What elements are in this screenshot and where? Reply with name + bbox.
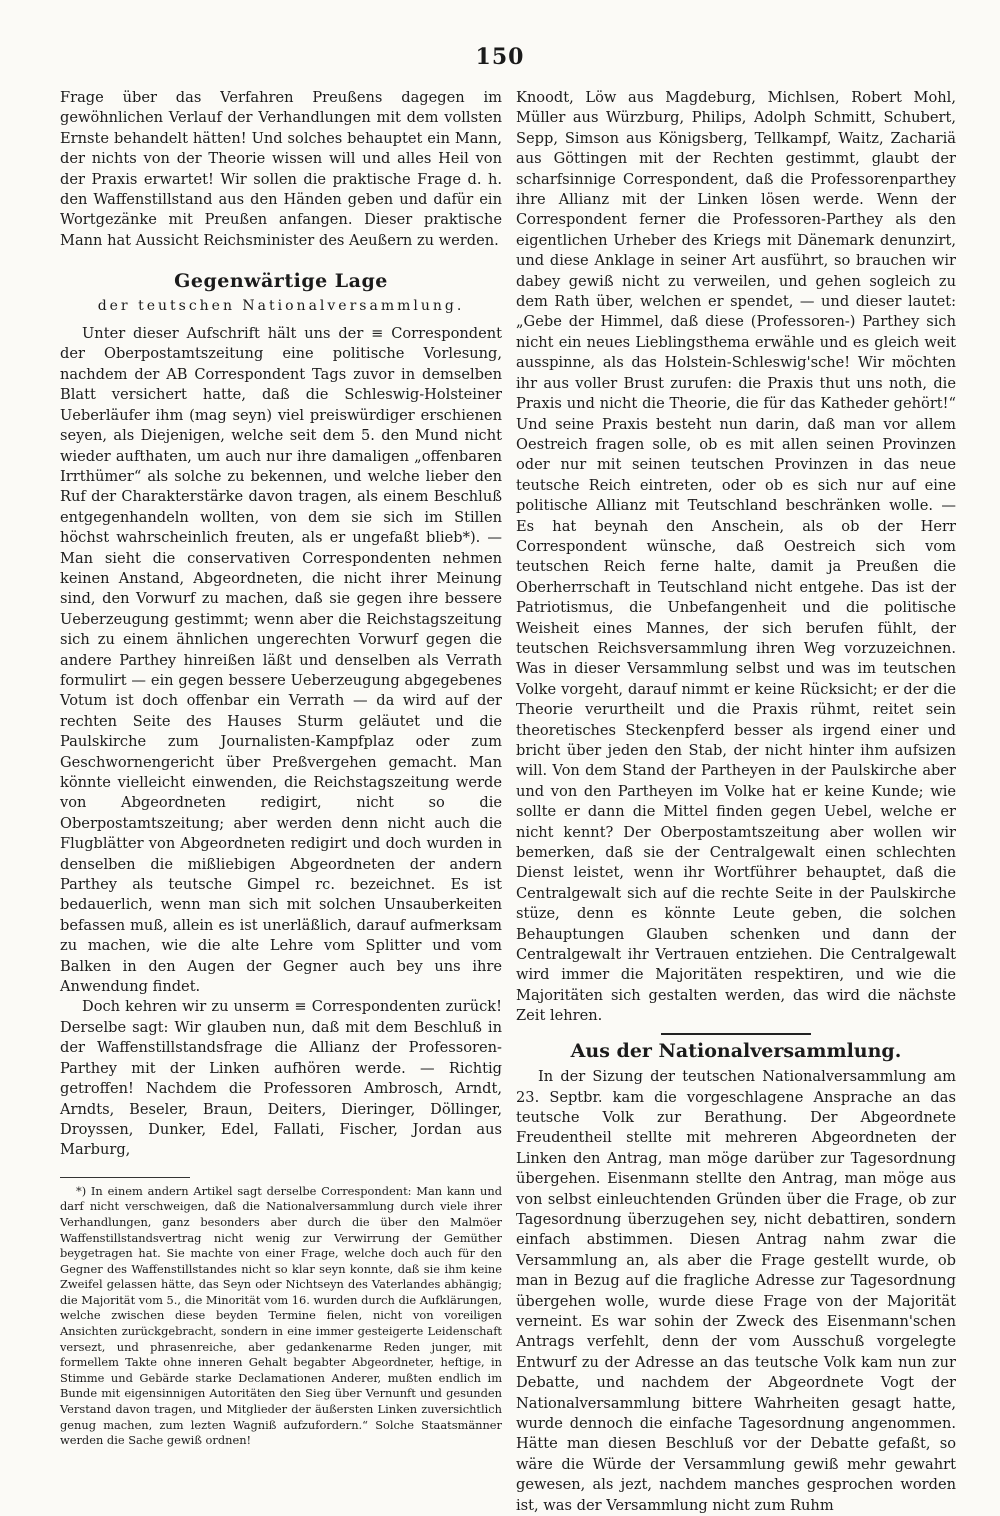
right-paragraph-1: Knoodt, Löw aus Magdeburg, Michlsen, Robert Mohl, Müller aus Würzburg, Philips, Adolph Schmitt, Schubert, Sepp, Simson aus Königsberg, Tellkampf, Waitz, Zachariä aus Göttingen mit der Rechten gestimmt, glaubt der scharfsinnige Correspondent, daß die Professorenparthey ihre Allianz mit der Linken lösen werde. Wenn der Correspondent ferner die Professoren-Parthey als den eigentlichen Urheber des Kriegs mit Dänemark denunzirt, und diese Anklage in seiner Art ausführt, so brauchen wir dabey gewiß nicht zu verweilen, und gehen sogleich zu dem Rath über, welchen er spendet, — und dieser lautet: „Gebe der Himmel, daß diese (Professoren-) Parthey sich nicht ein neues Lieblingsthema erwähle und es gleich weit ausspinne, als das Holstein-Schleswig'sche! Wir möchten ihr aus voller Brust zurufen: die Praxis thut uns noth, die Praxis und nicht die Theorie, die für das Katheder gehört!“ Und seine Praxis besteht nun darin, daß man vor allem Oestreich fragen solle, ob es mit allen seinen Provinzen oder nur mit seinen teutschen Provinzen in das neue teutsche Reich eintreten, oder ob es sich nur auf eine politische Allianz mit Teutschland beschränken wolle. — Es hat beynah den Anschein, als ob der Herr Correspondent wünsche, daß Oestreich sich vom teutschen Reich ferne halte, damit ja Preußen die Oberherrschaft in Teutschland nicht entgehe. Das ist der Patriotismus, die Unbefangenheit und die politische Weisheit eines Mannes, der sich berufen fühlt, der teutschen Reichsversammlung ihren Weg vorzuzeichnen. Was in dieser Versammlung selbst und was im teutschen Volke vorgeht, darauf nimmt er keine Rücksicht; er der die Theorie verurtheilt und die Praxis rühmt, reitet sein theoretisches Steckenpferd besser als irgend einer und bricht über jeden den Stab, der nicht hinter ihm aufsizen will. Von dem Stand der Partheyen in der Paulskirche aber und von den Partheyen im Volke hat er keine Kunde; wie sollte er dann die Mittel finden gegen Uebel, welche er nicht kennt? Der Oberpostamtszeitung aber wollen wir bemerken, daß sie der Centralgewalt einen schlechten Dienst leistet, wenn ihr Wortführer behauptet, daß die Centralgewalt sich auf die rechte Seite in der Paulskirche stüze, denn es könnte Leute geben, die solchen Behauptungen Glauben schenken und dann der Centralgewalt ihr Vertrauen entziehen. Die Centralgewalt wird immer die Majoritäten respektiren, und wie die Majoritäten sich gestalten werden, das wird die nächste Zeit lehren. xyxy=(516,89,956,1025)
right-paragraph-2: In der Sizung der teutschen Nationalversammlung am 23. Septbr. kam die vorgeschlagene Ansprache an das teutsche Volk zur Berathung. Der Abgeordnete Freudentheil stellte mit mehreren Abgeordneten der Linken den Antrag, man möge darüber zur Tagesordnung übergehen. Eisenmann stellte den Antrag, man möge aus von selbst einleuchtenden Gründen über die Frage, ob zur Tagesordnung überzugehen sey, nicht debattiren, sondern einfach abstimmen. Diesen Antrag nahm zwar die Versammlung an, als aber die Frage gestellt wurde, ob man in Bezug auf die fragliche Adresse zur Tagesordnung übergehen wolle, wurde diese Frage von der Majorität verneint. Es war sohin der Zweck des Eisenmann'schen Antrags verfehlt, denn der vom Ausschuß vorgelegte Entwurf zu der Adresse an das teutsche Volk kam nun zur Debatte, und nachdem der Abgeordnete Vogt der Nationalversammlung bittere Wahrheiten gesagt hatte, wurde dennoch die einfache Tagesordnung angenommen. Hätte man diesen Beschluß vor der Debatte gefaßt, so wäre die Würde der Versammlung gewiß mehr gewahrt gewesen, als jezt, nachdem manches gesprochen worden ist, was der Versammlung nicht zum Ruhm xyxy=(516,1068,956,1514)
left-paragraph-2: Unter dieser Aufschrift hält uns der ≡ Correspondent der Oberpostamtszeitung eine politische Vorlesung, nachdem der AB Correspondent Tags zuvor in demselben Blatt versichert hatte, daß die Schleswig-Holsteiner Ueberläufer ihm (mag seyn) viel preiswürdiger erschienen seyen, als Diejenigen, welche seit dem 5. den Mund nicht wieder aufthaten, um auch nur ihre damaligen „offenbaren Irrthümer“ als solche zu bekennen, und welche lieber den Ruf der Charakterstärke davon tragen, als einem Beschluß entgegenhandeln wollten, von dem sie sich im Stillen höchst wahrscheinlich freuten, als er ungefaßt blieb*). — Man sieht die conservativen Correspondenten nehmen keinen Anstand, Abgeordneten, die nicht ihrer Meinung sind, den Vorwurf zu machen, daß sie gegen ihre bessere Ueberzeugung gestimmt; wenn aber die Reichstagszeitung sich zu einem ähnlichen ungerechten Vorwurf gegen die andere Parthey hinreißen läßt und denselben als Verrath formulirt — ein gegen bessere Ueberzeugung abgegebenes Votum ist doch offenbar ein Verrath — da wird auf der rechten Seite des Hauses Sturm geläutet und die Paulskirche zum Journalisten-Kampfplaz oder zum Geschwornengericht über Preßvergehen gemacht. Man könnte vielleicht einwenden, die Reichstagszeitung werde von Abgeordneten redigirt, nicht so die Oberpostamtszeitung; aber werden denn nicht auch die Flugblätter von Abgeordneten redigirt und doch wurden in denselben die mißliebigen Abgeordneten der andern Parthey als teutsche Gimpel rc. bezeichnet. Es ist bedauerlich, wenn man sich mit solchen Unsauberkeiten befassen muß, allein es ist unerläßlich, darauf aufmerksam zu machen, wie die alte Lehre vom Splitter und vom Balken in den Augen der Gegner auch bey uns ihre Anwendung findet. xyxy=(60,325,502,996)
left-paragraph-1: Frage über das Verfahren Preußens dagegen im gewöhnlichen Verlauf der Verhandlungen mit dem vollsten Ernste behandelt hätten! Und solches behauptet ein Mann, der nichts von der Theorie wissen will und alles Heil von der Praxis erwartet! Wir sollen die praktische Frage d. h. den Waffenstillstand aus den Händen geben und dafür ein Wortgezänke mit Preußen anfangen. Dieser praktische Mann hat Aussicht Reichsminister des Aeußern zu werden. xyxy=(60,89,502,249)
footnote-divider xyxy=(60,1177,190,1178)
right-column xyxy=(516,88,956,1516)
left-paragraph-3: Doch kehren wir zu unserm ≡ Correspondenten zurück! Derselbe sagt: Wir glauben nun, daß mit dem Beschluß in der Waffenstillstandsfrage die Allianz der Professoren-Parthey mit der Linken aufhören werde. — Richtig getroffen! Nachdem die Professoren Ambrosch, Arndt, Arndts, Beseler, Braun, Deiters, Dieringer, Döllinger, Droyssen, Dunker, Edel, Fallati, Fischer, Jordan aus Marburg, xyxy=(60,998,502,1159)
page-number: 150 xyxy=(475,44,525,70)
section-subheading: der teutschen Nationalversammlung. xyxy=(97,297,465,314)
section-heading-nationalversammlung: Aus der Nationalversammlung. xyxy=(570,1039,902,1062)
left-column xyxy=(60,88,502,1449)
section-divider xyxy=(661,1033,811,1035)
section-heading: Gegenwärtige Lage xyxy=(174,270,388,293)
footnote: *) In einem andern Artikel sagt derselbe Correspondent: Man kann und darf nicht verschweigen, daß die Nationalversammlung durch viele ihrer Verhandlungen, ganz besonders aber durch die über den Malmöer Waffenstillstandsvertrag nicht wenig zur Verwirrung der Gemüther beygetragen hat. Sie machte von einer Frage, welche doch auch für den Gegner des Waffenstillstandes nicht so klar seyn konnte, daß sie ihm keine Zweifel gelassen hätte, das Seyn oder Nichtseyn des Vaterlandes abhängig; die Majorität vom 5., die Minorität vom 16. wurden durch die Aufklärungen, welche zwischen diese beyden Termine fielen, nicht von voreiligen Ansichten zurückgebracht, sondern in eine immer gesteigerte Leidenschaft versezt, und phrasenreiche, aber gedankenarme Reden junger, mit formellem Takte ohne inneren Gehalt begabter Abgeordneter, heftige, in Stimme und Gebärde starke Declamationen Anderer, mußten endlich im Bunde mit eigensinnigen Autoritäten den Sieg über Vernunft und gesunden Verstand davon tragen, und Mitglieder der äußersten Linken zuversichtlich genug machen, zum lezten Wagniß aufzufordern.“ Solche Staatsmänner werden die Sache gewiß ordnen! xyxy=(60,1183,502,1448)
